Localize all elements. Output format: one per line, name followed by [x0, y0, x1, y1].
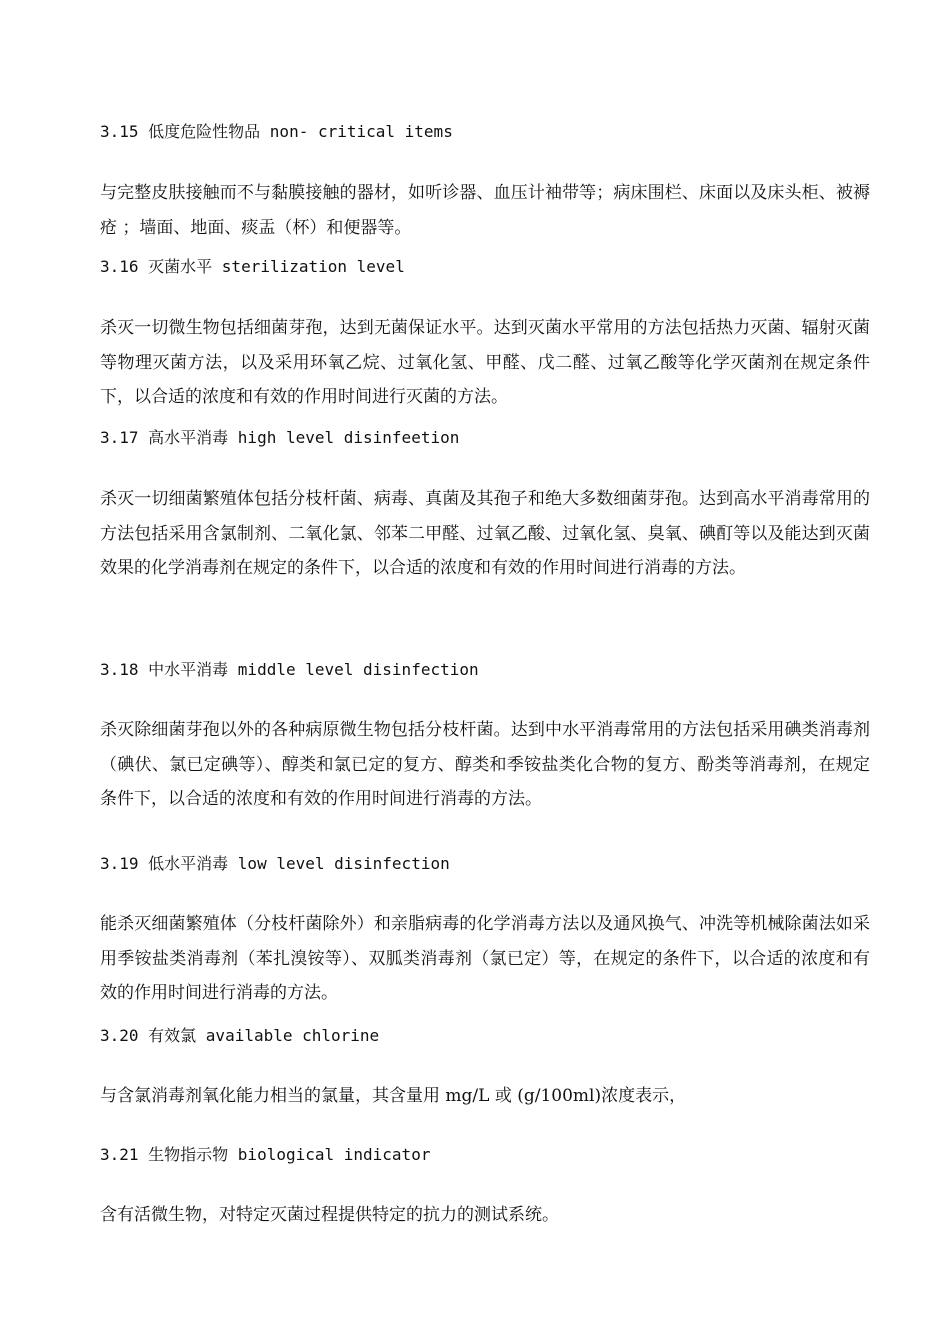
section-heading-3-18: 3.18 中水平消毒 middle level disinfection	[100, 660, 479, 679]
section-body-3-15: 与完整皮肤接触而不与黏膜接触的器材，如听诊器、血压计袖带等；病床围栏、床面以及床头柜、被褥疮 ；墙面、地面、痰盂（杯）和便器等。	[100, 183, 870, 238]
section-body-3-19: 能杀灭细菌繁殖体（分枝杆菌除外）和亲脂病毒的化学消毒方法以及通风换气、冲洗等机械除菌法如采用季铵盐类消毒剂（苯扎溴铵等）、双胍类消毒剂（氯已定）等，在规定的条件下，以合适的浓度和有效的作用时间进行消毒的方法。	[100, 914, 870, 1003]
section-heading-3-15: 3.15 低度危险性物品 non- critical items	[100, 122, 453, 141]
section-heading-3-17: 3.17 高水平消毒 high level disinfeetion	[100, 428, 460, 447]
section-body-3-17: 杀灭一切细菌繁殖体包括分枝杆菌、病毒、真菌及其孢子和绝大多数细菌芽孢。达到高水平消毒常用的方法包括采用含氯制剂、二氧化氯、邻苯二甲醛、过氧乙酸、过氧化氢、臭氧、碘酊等以及能达到灭菌效果的化学消毒剂在规定的条件下，以合适的浓度和有效的作用时间进行消毒的方法。	[100, 489, 870, 578]
section-body-3-18: 杀灭除细菌芽孢以外的各种病原微生物包括分枝杆菌。达到中水平消毒常用的方法包括采用碘类消毒剂（碘伏、氯已定碘等）、醇类和氯已定的复方、醇类和季铵盐类化合物的复方、酚类等消毒剂，在规定条件下，以合适的浓度和有效的作用时间进行消毒的方法。	[100, 720, 870, 809]
section-heading-3-16: 3.16 灭菌水平 sterilization level	[100, 257, 405, 276]
section-heading-3-19: 3.19 低水平消毒 low level disinfection	[100, 854, 450, 873]
section-heading-3-21: 3.21 生物指示物 biological indicator	[100, 1145, 431, 1164]
section-body-3-20: 与含氯消毒剂氧化能力相当的氯量，其含量用 mg/L 或 (g/100ml)浓度表示，	[100, 1086, 687, 1106]
section-heading-3-20: 3.20 有效氯 available chlorine	[100, 1026, 380, 1045]
section-body-3-21: 含有活微生物，对特定灭菌过程提供特定的抗力的测试系统。	[100, 1205, 559, 1225]
section-body-3-16: 杀灭一切微生物包括细菌芽孢，达到无菌保证水平。达到灭菌水平常用的方法包括热力灭菌、辐射灭菌等物理灭菌方法，以及采用环氧乙烷、过氧化氢、甲醛、戊二醛、过氧乙酸等化学灭菌剂在规定条件下，以合适的浓度和有效的作用时间进行灭菌的方法。	[100, 318, 870, 407]
